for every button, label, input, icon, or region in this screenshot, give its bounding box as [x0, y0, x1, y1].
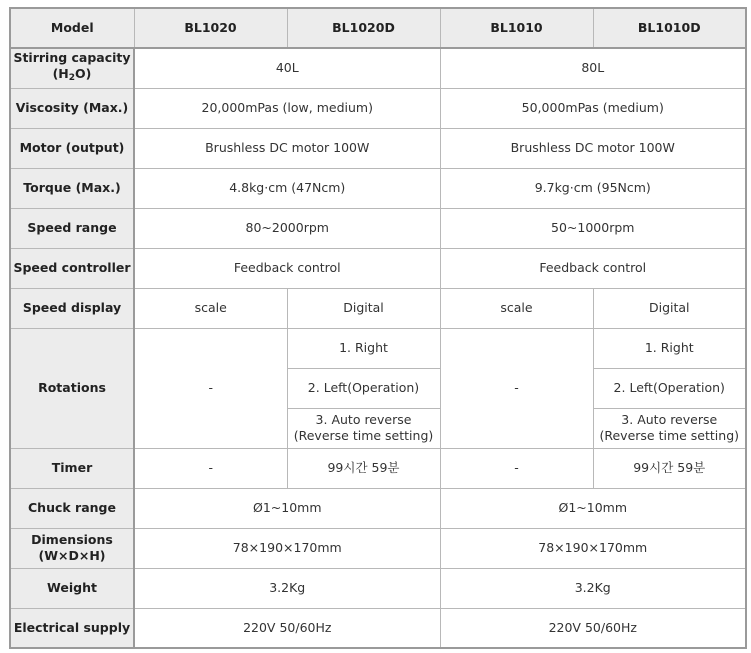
cell-stirring-capacity-bl1010: 80L: [440, 48, 746, 88]
cell-timer-bl1020d: 99시간 59분: [287, 448, 440, 488]
model-header: Model: [10, 8, 134, 48]
row-label-speed-display: Speed display: [10, 288, 134, 328]
model-header-bl1020: BL1020: [134, 8, 287, 48]
cell-weight-bl1020: 3.2Kg: [134, 568, 440, 608]
row-label-torque: Torque (Max.): [10, 168, 134, 208]
cell-speed-range-bl1020: 80~2000rpm: [134, 208, 440, 248]
cell-stirring-capacity-bl1020: 40L: [134, 48, 440, 88]
table-row: [10, 568, 746, 608]
table-row: [10, 328, 746, 368]
cell-speed-display-bl1010: scale: [440, 288, 593, 328]
cell-weight-bl1010: 3.2Kg: [440, 568, 746, 608]
cell-timer-bl1010: -: [440, 448, 593, 488]
row-label-viscosity: Viscosity (Max.): [10, 88, 134, 128]
cell-rotations-bl1020d-option-1: 1. Right: [287, 328, 440, 368]
cell-timer-bl1020: -: [134, 448, 287, 488]
option-text: 3. Auto reverse: [315, 412, 412, 427]
cell-dimensions-bl1020: 78×190×170mm: [134, 528, 440, 568]
cell-chuck-range-bl1020: Ø1~10mm: [134, 488, 440, 528]
cell-viscosity-bl1010: 50,000mPas (medium): [440, 88, 746, 128]
row-label-weight: Weight: [10, 568, 134, 608]
table-row: [10, 448, 746, 488]
cell-speed-controller-bl1020: Feedback control: [134, 248, 440, 288]
cell-motor-bl1020: Brushless DC motor 100W: [134, 128, 440, 168]
cell-rotations-bl1020d-option-2: 2. Left(Operation): [287, 368, 440, 408]
header-row: [10, 8, 746, 48]
row-label-text: (W×D×H): [38, 548, 106, 563]
cell-timer-bl1010d: 99시간 59분: [593, 448, 746, 488]
row-label-text: O): [75, 66, 92, 82]
cell-rotations-bl1010: -: [440, 328, 593, 448]
cell-rotations-bl1020: -: [134, 328, 287, 448]
row-label-text: Dimensions: [31, 532, 113, 547]
row-label-dimensions: [10, 528, 134, 568]
cell-torque-bl1010: 9.7kg·cm (95Ncm): [440, 168, 746, 208]
cell-electrical-supply-bl1020: 220V 50/60Hz: [134, 608, 440, 648]
cell-rotations-bl1010d-option-3: [593, 408, 746, 448]
cell-rotations-bl1010d-option-1: 1. Right: [593, 328, 746, 368]
cell-speed-range-bl1010: 50~1000rpm: [440, 208, 746, 248]
cell-torque-bl1020: 4.8kg·cm (47Ncm): [134, 168, 440, 208]
table-row: [10, 528, 746, 568]
cell-chuck-range-bl1010: Ø1~10mm: [440, 488, 746, 528]
model-header-bl1010: BL1010: [440, 8, 593, 48]
table-row: [10, 168, 746, 208]
cell-viscosity-bl1020: 20,000mPas (low, medium): [134, 88, 440, 128]
model-header-bl1010d: BL1010D: [593, 8, 746, 48]
cell-motor-bl1010: Brushless DC motor 100W: [440, 128, 746, 168]
row-label-text: (H: [52, 66, 69, 82]
table-row: [10, 208, 746, 248]
cell-electrical-supply-bl1010: 220V 50/60Hz: [440, 608, 746, 648]
option-text: 3. Auto reverse: [621, 412, 718, 427]
table-row: [10, 488, 746, 528]
row-label-text: Stirring capacity: [13, 50, 131, 66]
table-row: [10, 88, 746, 128]
table-row: [10, 608, 746, 648]
row-label-speed-controller: Speed controller: [10, 248, 134, 288]
row-label-chuck-range: Chuck range: [10, 488, 134, 528]
model-header-bl1020d: BL1020D: [287, 8, 440, 48]
spec-table: [9, 7, 747, 649]
row-label-timer: Timer: [10, 448, 134, 488]
row-label-speed-range: Speed range: [10, 208, 134, 248]
row-label-stirring-capacity: [10, 48, 134, 88]
table-row: [10, 48, 746, 88]
cell-speed-display-bl1010d: Digital: [593, 288, 746, 328]
cell-speed-display-bl1020: scale: [134, 288, 287, 328]
option-text: (Reverse time setting): [599, 428, 740, 443]
cell-rotations-bl1010d-option-2: 2. Left(Operation): [593, 368, 746, 408]
row-label-motor: Motor (output): [10, 128, 134, 168]
row-label-rotations: Rotations: [10, 328, 134, 448]
table-row: [10, 248, 746, 288]
cell-speed-controller-bl1010: Feedback control: [440, 248, 746, 288]
row-label-subscript: 2: [68, 73, 76, 84]
table-row: [10, 128, 746, 168]
cell-rotations-bl1020d-option-3: [287, 408, 440, 448]
cell-speed-display-bl1020d: Digital: [287, 288, 440, 328]
table-row: [10, 288, 746, 328]
row-label-electrical-supply: Electrical supply: [10, 608, 134, 648]
option-text: (Reverse time setting): [293, 428, 434, 443]
cell-dimensions-bl1010: 78×190×170mm: [440, 528, 746, 568]
